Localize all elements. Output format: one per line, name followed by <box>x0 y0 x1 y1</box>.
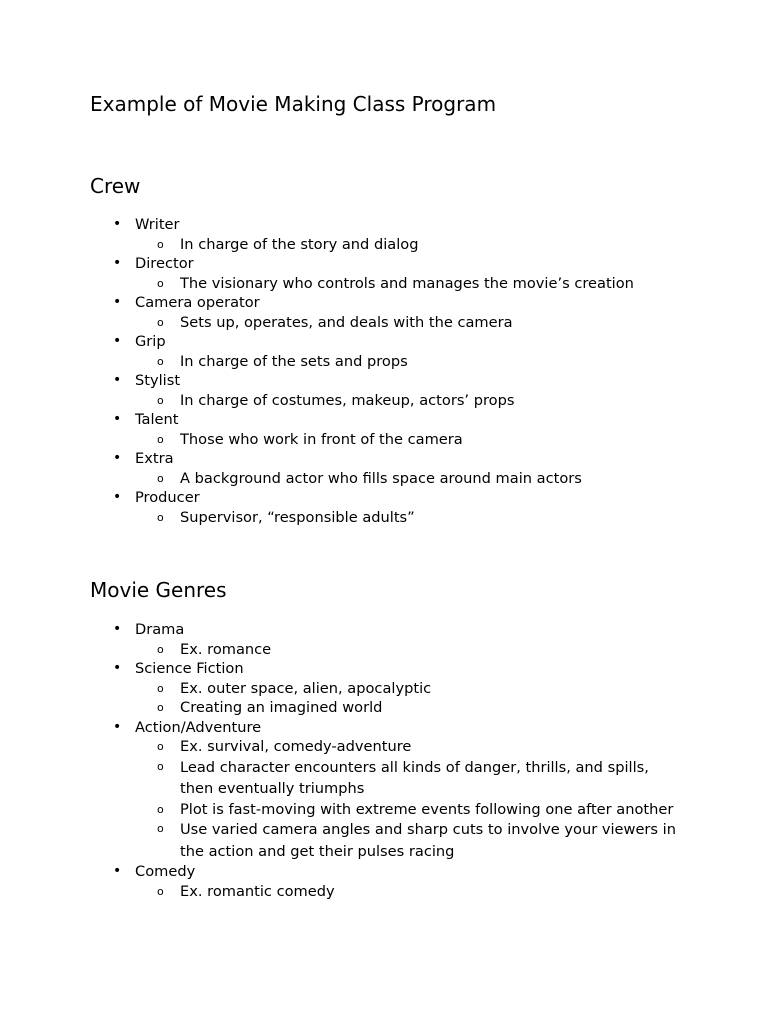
crew-heading: Crew <box>90 174 141 198</box>
genres-sub-list <box>0 882 768 902</box>
genres-item-row <box>0 718 768 738</box>
crew-list-item <box>0 215 768 254</box>
hollow-bullet-icon: o <box>157 681 164 695</box>
genres-heading: Movie Genres <box>90 578 227 602</box>
bullet-icon: • <box>113 450 122 466</box>
genres-sub-item-text: Ex. romance <box>180 640 272 658</box>
hollow-bullet-icon: o <box>157 642 164 656</box>
crew-sub-item-text: A background actor who fills space around main actors <box>180 469 582 487</box>
crew-list-item <box>0 488 768 527</box>
bullet-icon: • <box>113 863 122 879</box>
hollow-bullet-icon: o <box>157 884 164 898</box>
crew-sub-list <box>0 391 768 411</box>
bullet-icon: • <box>113 621 122 637</box>
crew-item-label: Writer <box>135 216 180 233</box>
genres-sub-item <box>0 640 680 660</box>
genres-list-item <box>0 620 768 659</box>
genres-sub-item <box>0 737 680 757</box>
crew-item-label: Grip <box>135 333 166 350</box>
bullet-icon: • <box>113 411 122 427</box>
genres-item-label: Action/Adventure <box>135 718 262 736</box>
hollow-bullet-icon: o <box>157 354 164 368</box>
crew-item-label: Director <box>135 255 194 272</box>
genres-sub-item-text: Creating an imagined world <box>180 699 383 716</box>
genres-sub-list <box>0 640 768 660</box>
crew-sub-item <box>0 235 680 255</box>
hollow-bullet-icon: o <box>157 471 164 485</box>
crew-list-item <box>0 449 768 488</box>
crew-item-row <box>0 293 768 313</box>
crew-item-row <box>0 332 768 352</box>
crew-item-label: Camera operator <box>135 294 260 311</box>
genres-item-label: Drama <box>135 621 185 638</box>
genres-sub-item <box>0 882 680 902</box>
genres-sub-item-text: Use varied camera angles and sharp cuts to involve your viewers in the action and get their pulses racing <box>180 821 676 860</box>
hollow-bullet-icon: o <box>157 510 164 524</box>
crew-item-row <box>0 215 768 235</box>
crew-sub-item-text: Supervisor, “responsible adults” <box>180 508 415 526</box>
bullet-icon: • <box>113 660 122 676</box>
crew-sub-list <box>0 274 768 294</box>
crew-sub-item <box>0 469 680 489</box>
genres-list-item <box>0 718 768 863</box>
hollow-bullet-icon: o <box>157 393 164 407</box>
bullet-icon: • <box>113 255 122 271</box>
genres-sub-item <box>0 757 680 800</box>
bullet-icon: • <box>113 718 122 735</box>
genres-sub-item-text: Lead character encounters all kinds of danger, thrills, and spills, then eventually triumphs <box>180 758 649 797</box>
crew-sub-item-text: The visionary who controls and manages the movie’s creation <box>180 274 634 292</box>
genres-sub-item-text: Ex. outer space, alien, apocalyptic <box>180 679 432 697</box>
crew-sub-list <box>0 235 768 255</box>
hollow-bullet-icon: o <box>157 759 164 773</box>
hollow-bullet-icon: o <box>157 315 164 329</box>
hollow-bullet-icon: o <box>157 740 164 753</box>
bullet-icon: • <box>113 372 122 388</box>
hollow-bullet-icon: o <box>157 701 164 714</box>
genres-item-row <box>0 620 768 640</box>
crew-sub-item <box>0 430 680 450</box>
crew-list-item <box>0 410 768 449</box>
crew-sub-list <box>0 508 768 528</box>
crew-sub-item <box>0 313 680 333</box>
crew-sub-item <box>0 274 680 294</box>
crew-list-item <box>0 293 768 332</box>
genres-sub-list <box>0 737 768 862</box>
crew-list <box>0 215 768 527</box>
crew-sub-item-text: In charge of the story and dialog <box>180 235 419 253</box>
bullet-icon: • <box>113 489 122 505</box>
crew-sub-item <box>0 391 680 411</box>
crew-item-row <box>0 488 768 508</box>
crew-item-row <box>0 449 768 469</box>
bullet-icon: • <box>113 294 122 310</box>
crew-item-label: Talent <box>135 411 179 428</box>
crew-sub-list <box>0 430 768 450</box>
crew-sub-item-text: Those who work in front of the camera <box>180 430 463 448</box>
hollow-bullet-icon: o <box>157 432 164 446</box>
genres-sub-item <box>0 800 680 820</box>
crew-sub-item-text: Sets up, operates, and deals with the camera <box>180 313 513 331</box>
hollow-bullet-icon: o <box>157 237 164 251</box>
genres-item-row <box>0 862 768 882</box>
genres-sub-item <box>0 819 680 862</box>
genres-list-item <box>0 659 768 718</box>
crew-list-item <box>0 254 768 293</box>
genres-sub-item-text: Ex. survival, comedy-adventure <box>180 738 412 755</box>
crew-list-item <box>0 371 768 410</box>
crew-item-label: Producer <box>135 489 200 506</box>
crew-sub-item-text: In charge of costumes, makeup, actors’ props <box>180 391 515 409</box>
crew-sub-list <box>0 469 768 489</box>
genres-list <box>0 620 768 901</box>
bullet-icon: • <box>113 333 122 349</box>
bullet-icon: • <box>113 216 122 232</box>
genres-item-label: Science Fiction <box>135 660 244 677</box>
genres-item-label: Comedy <box>135 863 196 880</box>
hollow-bullet-icon: o <box>157 802 164 816</box>
crew-sub-list <box>0 313 768 333</box>
genres-sub-item-text: Ex. romantic comedy <box>180 882 335 900</box>
crew-item-label: Extra <box>135 450 174 467</box>
crew-item-row <box>0 371 768 391</box>
hollow-bullet-icon: o <box>157 276 164 290</box>
genres-sub-list <box>0 679 768 718</box>
crew-sub-item <box>0 352 680 372</box>
hollow-bullet-icon: o <box>157 822 164 835</box>
crew-sub-item-text: In charge of the sets and props <box>180 352 408 370</box>
document-title: Example of Movie Making Class Program <box>90 92 497 116</box>
crew-item-row <box>0 410 768 430</box>
crew-item-row <box>0 254 768 274</box>
crew-item-label: Stylist <box>135 372 181 389</box>
genres-sub-item <box>0 698 680 718</box>
genres-sub-item <box>0 679 680 699</box>
crew-sub-list <box>0 352 768 372</box>
genres-list-item <box>0 862 768 901</box>
crew-list-item <box>0 332 768 371</box>
genres-sub-item-text: Plot is fast-moving with extreme events following one after another <box>180 800 674 818</box>
crew-sub-item <box>0 508 680 528</box>
genres-item-row <box>0 659 768 679</box>
